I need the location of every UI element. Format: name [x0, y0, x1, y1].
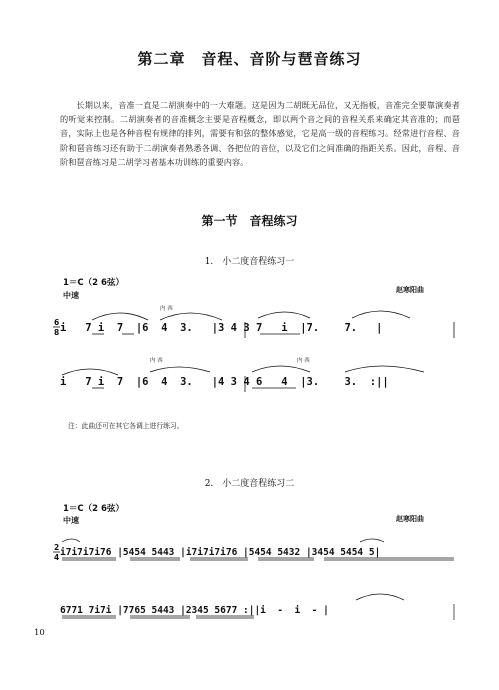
time-signature-6-8 [53, 318, 60, 337]
exercise2-key: 1＝C（2 6弦） [63, 504, 124, 514]
exercise2-title: 2. 小二度音程练习二 [204, 479, 295, 489]
exercise1-fingering-mark: 内 西 [160, 306, 173, 312]
exercise1-fingering-mark-3: 内 西 [297, 358, 310, 364]
svg-text:6: 6 [54, 318, 60, 327]
slur-mark [352, 311, 410, 318]
page-number: 10 [34, 628, 45, 638]
exercise1-staff-line-1: i 7 i 7 |6 4 3. |3 4 3 7 i |7. 7. | [60, 322, 383, 334]
exercise1-key: 1＝C（2 6弦） [63, 278, 124, 288]
slur-mark [360, 539, 384, 542]
exercise1-fingering-mark-2: 内 西 [150, 358, 163, 364]
slur-mark [356, 594, 404, 600]
chapter-title: 第二章 音程、音阶与琶音练习 [137, 50, 362, 68]
practice-note: 注：此曲还可在其它各调上进行练习。 [68, 422, 184, 430]
exercise2-tempo: 中速 [63, 516, 79, 525]
svg-text:8: 8 [54, 328, 60, 337]
exercise1-composer: 赵寒阳曲 [396, 286, 424, 294]
exercise2-staff-line-2: 6771 7i7i |7765 5443 |2345 5677 :||i - i - | [60, 605, 329, 616]
slur-mark [62, 539, 80, 542]
exercise2-staff-line-1: i7i7i7i76 |5454 5443 |i7i7i7i76 |5454 5432 |3454 5454 5| [60, 547, 381, 558]
intro-paragraph: 长期以来，音准一直是二胡演奏中的一大难题。这是因为二胡既无品位，又无指板，音准完全要靠演奏者的听觉来控制。二胡演奏者的音准概念主要是音程概念，即以两个音之间的音程关系来确定其音准的；而琶音，实际上也是各种音程有规律的排列，需要有和弦的整体感觉，它是高一级的音程练习。经常进行音程、音阶和琶音练习还有助于二胡演奏者熟悉各调、各把位的音位，以及它们之间准确的指距关系。因此，音程、音阶和琶音练习是二胡学习者基本功训练的重要内容。 [60, 100, 460, 167]
svg-text:2: 2 [54, 543, 60, 552]
exercise1-staff-line-2: i 7 i 7 |6 4 3. |4 3 4 6 4 |3. 3. :|| [60, 376, 389, 388]
exercise1-title: 1. 小二度音程练习一 [204, 257, 295, 267]
time-signature-2-4 [53, 543, 60, 562]
section-title: 第一节 音程练习 [201, 214, 298, 228]
exercise2-composer: 赵寒阳曲 [396, 515, 424, 523]
svg-text:4: 4 [54, 553, 60, 562]
exercise1-tempo: 中速 [63, 291, 79, 300]
